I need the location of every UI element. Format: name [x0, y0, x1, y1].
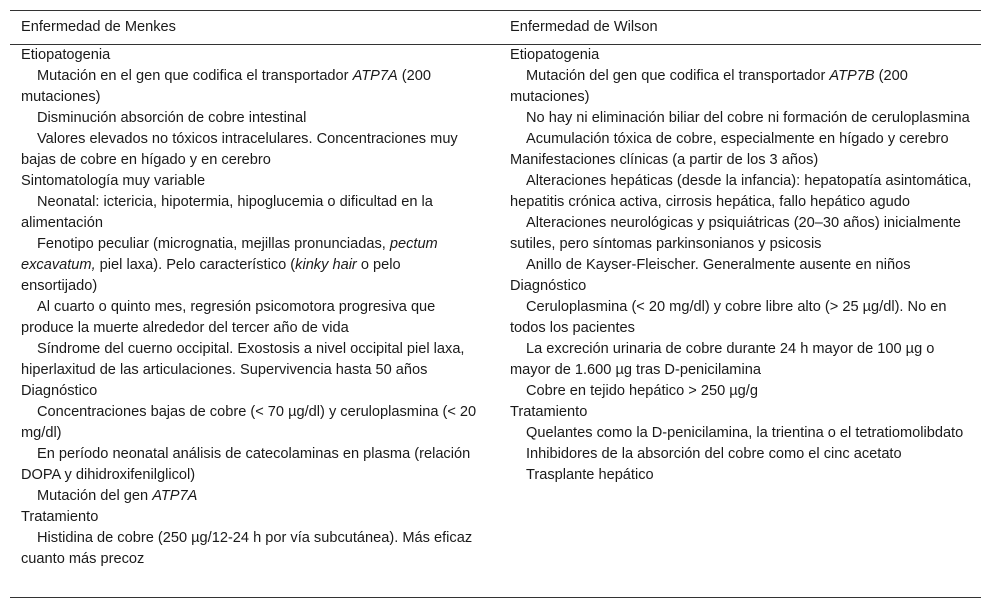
- wilson-diag-3: Cobre en tejido hepático > 250 µg/g: [526, 383, 758, 399]
- text-fragment: Mutación del gen: [37, 488, 153, 504]
- text-fragment: Fenotipo peculiar (micrognatia, mejillas pronunciadas,: [37, 236, 390, 252]
- menkes-diag-2: En período neonatal análisis de catecolaminas en plasma (relación DOPA y dihidroxifenilglicol): [21, 446, 471, 483]
- menkes-sint-3: Al cuarto o quinto mes, regresión psicomotora progresiva que produce la muerte alrededor del tercer año de vida: [21, 299, 436, 336]
- wilson-man-3: Anillo de Kayser-Fleischer. Generalmente ausente en niños: [526, 257, 911, 273]
- menkes-tratamiento-title: Tratamiento: [21, 509, 99, 525]
- menkes-etio-1: [21, 66, 477, 108]
- menkes-etio-3: Valores elevados no tóxicos intracelulares. Concentraciones muy bajas de cobre en hígado y en cerebro: [21, 131, 458, 168]
- italic-term: pectum excavatum,: [21, 236, 438, 273]
- menkes-diagnostico-title: Diagnóstico: [21, 383, 98, 399]
- wilson-manifestaciones-title: Manifestaciones clínicas (a partir de los 3 años): [510, 152, 819, 168]
- comparison-table: [10, 10, 981, 598]
- wilson-etio-2: No hay ni eliminación biliar del cobre ni formación de ceruloplasmina: [526, 110, 970, 126]
- wilson-cell: [510, 45, 972, 486]
- gene-name: ATP7B: [829, 68, 875, 84]
- wilson-trat-3: Trasplante hepático: [526, 467, 654, 483]
- text-fragment: (200 mutaciones): [21, 68, 432, 105]
- table-header-row: [10, 11, 981, 45]
- menkes-etiopatogenia-title: Etiopatogenia: [21, 47, 111, 63]
- text-fragment: piel laxa). Pelo característico (: [95, 257, 296, 273]
- wilson-diagnostico-title: Diagnóstico: [510, 278, 587, 294]
- header-menkes: Enfermedad de Menkes: [21, 19, 176, 35]
- wilson-trat-1: Quelantes como la D-penicilamina, la trientina o el tetratiomolibdato: [526, 425, 964, 441]
- wilson-tratamiento-title: Tratamiento: [510, 404, 588, 420]
- menkes-sint-4: Síndrome del cuerno occipital. Exostosis a nivel occipital piel laxa, hiperlaxitud de las articulaciones. Supervivencia hasta 50 años: [21, 341, 465, 378]
- menkes-sint-1: Neonatal: ictericia, hipotermia, hipoglucemia o dificultad en la alimentación: [21, 194, 433, 231]
- wilson-trat-2: Inhibidores de la absorción del cobre como el cinc acetato: [526, 446, 902, 462]
- text-fragment: o pelo ensortijado): [21, 257, 401, 294]
- header-wilson: Enfermedad de Wilson: [510, 19, 658, 35]
- wilson-etio-3: Acumulación tóxica de cobre, especialmente en hígado y cerebro: [526, 131, 949, 147]
- menkes-trat-1: Histidina de cobre (250 µg/12-24 h por vía subcutánea). Más eficaz cuanto más precoz: [21, 530, 473, 567]
- wilson-man-2: Alteraciones neurológicas y psiquiátricas (20–30 años) inicialmente sutiles, pero síntomas parkinsonianos y psicosis: [510, 215, 961, 252]
- menkes-etio-2: Disminución absorción de cobre intestinal: [37, 110, 307, 126]
- menkes-sint-2: [21, 234, 477, 297]
- text-fragment: Mutación en el gen que codifica el transportador: [37, 68, 353, 84]
- text-fragment: (200 mutaciones): [510, 68, 908, 105]
- wilson-diag-1: Ceruloplasmina (< 20 mg/dl) y cobre libre alto (> 25 µg/dl). No en todos los pacientes: [510, 299, 947, 336]
- gene-name: ATP7A: [352, 68, 398, 84]
- menkes-cell: [21, 45, 477, 570]
- menkes-diag-1: Concentraciones bajas de cobre (< 70 µg/dl) y ceruloplasmina (< 20 mg/dl): [21, 404, 477, 441]
- text-fragment: Mutación del gen que codifica el transportador: [526, 68, 830, 84]
- menkes-sintomatologia-title: Sintomatología muy variable: [21, 173, 206, 189]
- gene-name: ATP7A: [152, 488, 198, 504]
- wilson-etio-1: [510, 66, 972, 108]
- wilson-etiopatogenia-title: Etiopatogenia: [510, 47, 600, 63]
- italic-term: kinky hair: [295, 257, 357, 273]
- wilson-diag-2: La excreción urinaria de cobre durante 24 h mayor de 100 µg o mayor de 1.600 µg tras D-penicilamina: [510, 341, 935, 378]
- menkes-diag-3: [21, 486, 477, 507]
- wilson-man-1: Alteraciones hepáticas (desde la infancia): hepatopatía asintomática, hepatitis crónica activa, cirrosis hepática, fallo hepático agudo: [510, 173, 972, 210]
